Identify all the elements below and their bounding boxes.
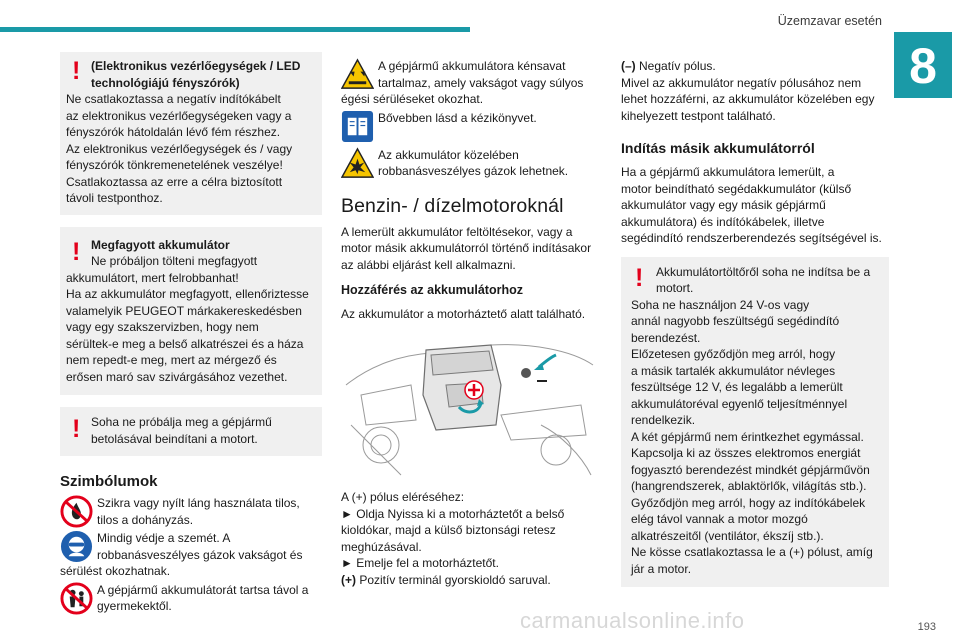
warning-box-jump-start [621, 257, 889, 588]
symbol-text: égési sérüléseket okozhat. [341, 92, 484, 106]
warning-text: sérültek-e meg a belső alkatrészei és a háza [66, 336, 304, 351]
warning-icon: ! [635, 263, 644, 292]
warning-box-frozen [60, 227, 322, 396]
positive-terminal-text [341, 572, 599, 589]
warning-text: motort. [656, 281, 694, 295]
jump-start-heading: Indítás másik akkumulátorról [621, 140, 815, 156]
warning-text: betolásával beindítani a motort. [91, 431, 258, 446]
corrosive-acid-icon [341, 58, 374, 91]
warning-text: fogyasztó berendezést mindkét gépjárművön [631, 462, 870, 477]
warning-title: Megfagyott akkumulátor [91, 237, 230, 252]
keep-away-children-icon [60, 582, 93, 615]
intro-text: az alábbi eljárást kell alkalmazni. [341, 257, 516, 272]
warning-text: Kapcsolja ki az összes elektromos energiát [631, 446, 861, 460]
warning-icon: ! [72, 415, 81, 443]
symbol-row-children [60, 582, 322, 615]
symbol-text: sérülést okozhatnak. [60, 564, 171, 578]
column-right [621, 58, 889, 587]
positive-description: Pozitív terminál gyorskioldó saruval. [356, 572, 551, 587]
section-title: Üzemzavar esetén [777, 14, 882, 28]
symbol-text: Szikra vagy nyílt láng használata tilos, [97, 496, 300, 510]
symbol-text: robbanásveszélyes gázok vakságot és [97, 547, 303, 562]
warning-text: feszültsége 12 V, és legalább a lemerült [631, 380, 843, 394]
negative-info-text: Mivel az akkumulátor negatív pólusához nem [621, 75, 862, 90]
chapter-badge: 8 [894, 32, 952, 98]
warning-text: vagy egy szakszervizben, hogy nem [66, 320, 259, 334]
warning-title: technológiájú fényszórók) [91, 75, 240, 90]
warning-text: annál nagyobb feszültségű segédindító [631, 314, 840, 328]
warning-text: Előzetesen győződjön meg arról, hogy [631, 347, 836, 361]
negative-description: Negatív pólus. [635, 59, 716, 73]
eye-protection-icon [60, 530, 93, 563]
negative-info-text: kihelyezett testpont található. [621, 108, 776, 123]
warning-title: (Elektronikus vezérlőegységek / LED [91, 59, 301, 73]
warning-text: Soha ne próbálja meg a gépjármű [91, 415, 272, 429]
jump-start-intro: akkumulátor vagy egy másik gépjármű [621, 198, 826, 212]
intro-text: A lemerült akkumulátor feltöltésekor, vagy a [341, 224, 573, 239]
warning-text: Az elektronikus vezérlőegységek és / vagy [66, 141, 293, 156]
warning-icon: ! [72, 237, 81, 266]
symbol-text: A gépjármű akkumulátorát tartsa távol a [97, 582, 309, 597]
warning-text: valamelyik PEUGEOT márkakereskedésben [66, 303, 302, 318]
column-middle-lower [341, 489, 599, 588]
negative-info-text: lehet hozzáférni, az akkumulátor közelében egy [621, 92, 875, 106]
symbol-row-explosive [341, 147, 599, 180]
symbol-text: Bővebben lásd a kézikönyvet. [378, 110, 537, 125]
engine-bay-illustration [341, 325, 597, 485]
symbol-row-no-flame [60, 495, 322, 528]
column-left [60, 52, 322, 615]
symbol-row-manual [341, 110, 599, 144]
warning-text: jár a motor. [631, 561, 692, 576]
warning-text: berendezést. [631, 330, 701, 345]
symbol-text: Mindig védje a szemét. A [97, 531, 231, 545]
symbol-text: A gépjármű akkumulátora kénsavat [378, 59, 566, 73]
warning-text: elég távol vannak a motor mozgó [631, 512, 808, 526]
negative-label: (–) [621, 59, 636, 73]
negative-terminal-text [621, 58, 889, 75]
access-subheading: Hozzáférés az akkumulátorhoz [341, 283, 523, 297]
warning-text: Ne próbáljon tölteni megfagyott [91, 254, 258, 268]
page-number: 193 [917, 621, 936, 633]
symbol-text: robbanásveszélyes gázok lehetnek. [378, 164, 569, 178]
access-text: A (+) pólus eléréséhez: [341, 490, 465, 504]
jump-start-intro: motor beindítható segédakkumulátor (külső [621, 181, 852, 196]
intro-text: motor másik akkumulátorról történő indításakor [341, 241, 592, 255]
warning-text: Soha ne használjon 24 V-os vagy [631, 297, 810, 312]
access-text: kioldókar, majd a külső biztonsági retesz [341, 523, 556, 537]
access-text: ► Emelje fel a motorháztetőt. [341, 556, 499, 570]
warning-text: Ha az akkumulátor megfagyott, ellenőriztesse [66, 287, 309, 301]
warning-text: távoli testponthoz. [66, 191, 163, 205]
symbol-text: Az akkumulátor közelében [378, 147, 519, 162]
warning-text: nem repedt-e meg, mert az mérgező és [66, 353, 277, 367]
warning-text: Ne kösse csatlakoztassa le a (+) pólust, amíg [631, 545, 873, 559]
warning-text: Ne csatlakoztassa a negatív indítókábelt [66, 92, 281, 106]
column-middle [341, 58, 599, 323]
explosive-gas-icon [341, 147, 374, 180]
header-accent-bar [0, 27, 470, 32]
warning-text: Csatlakoztassa az erre a célra biztosított [66, 174, 283, 189]
warning-text: erősen maró sav szivárgásához vezethet. [66, 369, 288, 384]
symbol-row-acid [341, 58, 599, 108]
warning-text: rendelkezik. [631, 413, 696, 427]
warning-text: fényszórók hátoldalán lévő fém részhez. [66, 125, 281, 139]
no-flame-icon [60, 495, 93, 528]
read-manual-icon [341, 110, 374, 143]
warning-text: fényszórók tönkremenetelének veszélye! [66, 158, 283, 172]
warning-icon: ! [72, 57, 81, 85]
jump-start-intro: akkumulátora) és indítókábelek, illetve [621, 214, 825, 229]
warning-text: alkatrészeitől (ventilátor, ékszíj stb.). [631, 528, 824, 543]
symbol-text: tilos a dohányzás. [97, 512, 194, 527]
jump-start-intro: segédindító rendszerberendezés segítségével is. [621, 231, 882, 245]
symbol-row-eye-protection [60, 530, 322, 580]
symbols-heading: Szimbólumok [60, 473, 158, 490]
warning-text: az elektronikus vezérlőegységeken vagy a [66, 108, 292, 123]
engine-heading: Benzin- / dízelmotoroknál [341, 194, 564, 217]
warning-box-ecu [60, 52, 322, 215]
warning-text: akkumulátort, mert felrobbanhat! [66, 270, 239, 285]
jump-start-intro: Ha a gépjármű akkumulátora lemerült, a [621, 165, 835, 179]
warning-text: A két gépjármű nem érintkezhet egymással. [631, 429, 864, 444]
warning-box-push-start [60, 407, 322, 456]
warning-text: a másik tartalék akkumulátor névleges [631, 363, 836, 378]
positive-label: (+) [341, 572, 356, 587]
battery-location-text: Az akkumulátor a motorháztető alatt található. [341, 307, 586, 321]
access-text: ► Oldja Nyissa ki a motorháztetőt a belső [341, 506, 565, 521]
warning-text: (hangrendszerek, ablaktörlők, világítás stb.). [631, 479, 867, 493]
watermark: carmanualsonline.info [520, 608, 745, 633]
warning-text: Győződjön meg arról, hogy az indítókábelek [631, 495, 866, 510]
symbol-text: tartalmaz, amely vakságot vagy súlyos [378, 75, 584, 90]
warning-text: akkumulátoréval egyenlő teljesítménnyel [631, 396, 848, 411]
symbol-text: gyermekektől. [97, 599, 172, 613]
access-text: meghúzásával. [341, 539, 422, 554]
warning-text: Akkumulátortöltőről soha ne indítsa be a [656, 264, 871, 279]
